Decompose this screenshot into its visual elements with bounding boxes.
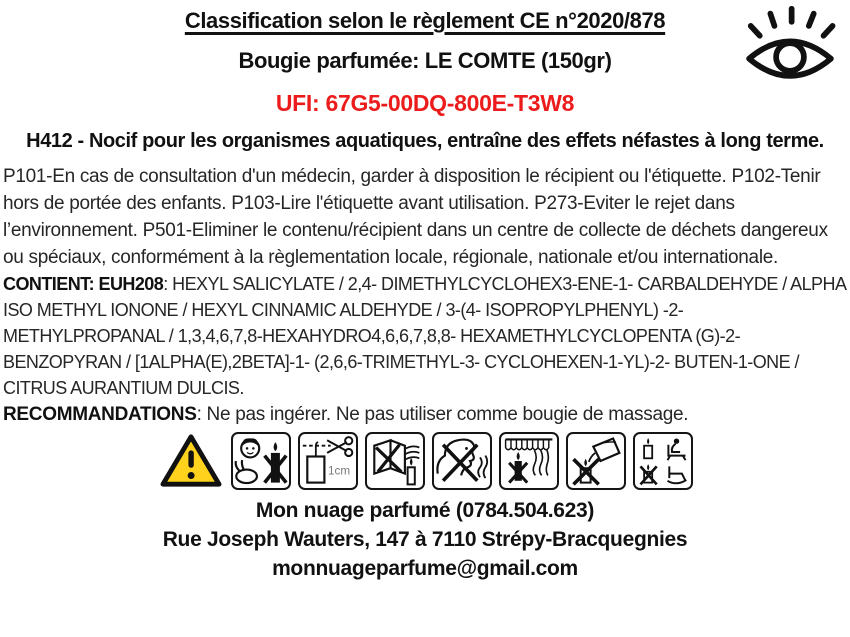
- trim-wick-1cm-icon: [298, 432, 358, 490]
- contains-ingredients: : HEXYL SALICYLATE / 2,4- DIMETHYLCYCLOHEX3-ENE-1- CARBALDEHYDE / ALPHA ISO METHYL IONONE / HEXYL CINNAMIC ALDEHYDE / 3-(4- ISOPROPYLPHENYL) -2- METHYLPROPANAL / 1,3,4,6,7,8-HEXAHYDRO4,6,6,7,8,8- HEXAMETHYLCYCLOPENTA (G)-2- BENZOPYRAN / [1ALPHA(E),2BETA]-1- (2,6,6-TRIMETHYL-3- CYCLOHEXEN-1-YL)-2- BUTEN-1-ONE / CITRUS AURANTIUM DULCIS.: [3, 274, 846, 398]
- eye-icon: [738, 3, 842, 93]
- wick-length-label: 1cm: [327, 464, 350, 478]
- precautionary-statements: P101-En cas de consultation d'un médecin, garder à disposition le récipient ou l'étiquette. P102-Tenir hors de portée des enfants. P103-Lire l'étiquette avant utilisation. P273-Eviter le rejet dans l’environnement. P501-Eliminer le contenu/récipient dans un centre de collecte de déchets dangereux ou spéciaux, conformément à la règlementation locale, régionale, nationale et/ou internationale.: [3, 166, 828, 268]
- page-title: [3, 8, 847, 34]
- safety-pictograms-row: [3, 431, 847, 491]
- hazard-statement-h412: H412 - Nocif pour les organismes aquatiques, entraîne des effets néfastes à long terme.: [26, 130, 824, 152]
- do-not-burn-near-flammables-icon: [365, 432, 425, 490]
- company-name: Mon nuage parfumé (0784.504.623): [255, 499, 595, 522]
- do-not-extinguish-with-water-icon: [566, 432, 626, 490]
- keep-away-children-pets-icon: [231, 432, 291, 490]
- do-not-inhale-smoke-icon: [432, 432, 492, 490]
- ufi-code: UFI: 67G5-00DQ-800E-T3W8: [275, 90, 575, 116]
- company-email: monnuageparfume@gmail.com: [272, 557, 578, 580]
- recommendations-text: : Ne pas ingérer. Ne pas utiliser comme bougie de massage.: [196, 404, 689, 425]
- recommendations-statement: [3, 401, 847, 428]
- product-name: Bougie parfumée: LE COMTE (150gr): [238, 48, 612, 73]
- keep-away-from-curtains-icon: [499, 432, 559, 490]
- contains-label: CONTIENT: EUH208: [3, 274, 164, 294]
- recommendations-label: RECOMMANDATIONS: [3, 404, 197, 425]
- do-not-leave-unattended-icon: [633, 432, 693, 490]
- company-address: Rue Joseph Wauters, 147 à 7110 Strépy-Bracquegnies: [162, 528, 688, 551]
- warning-triangle-icon: [158, 431, 224, 491]
- regulation-title-text: Classification selon le règlement CE n°2020/878: [184, 8, 666, 33]
- footer: [3, 496, 847, 583]
- contains-statement: [3, 271, 847, 401]
